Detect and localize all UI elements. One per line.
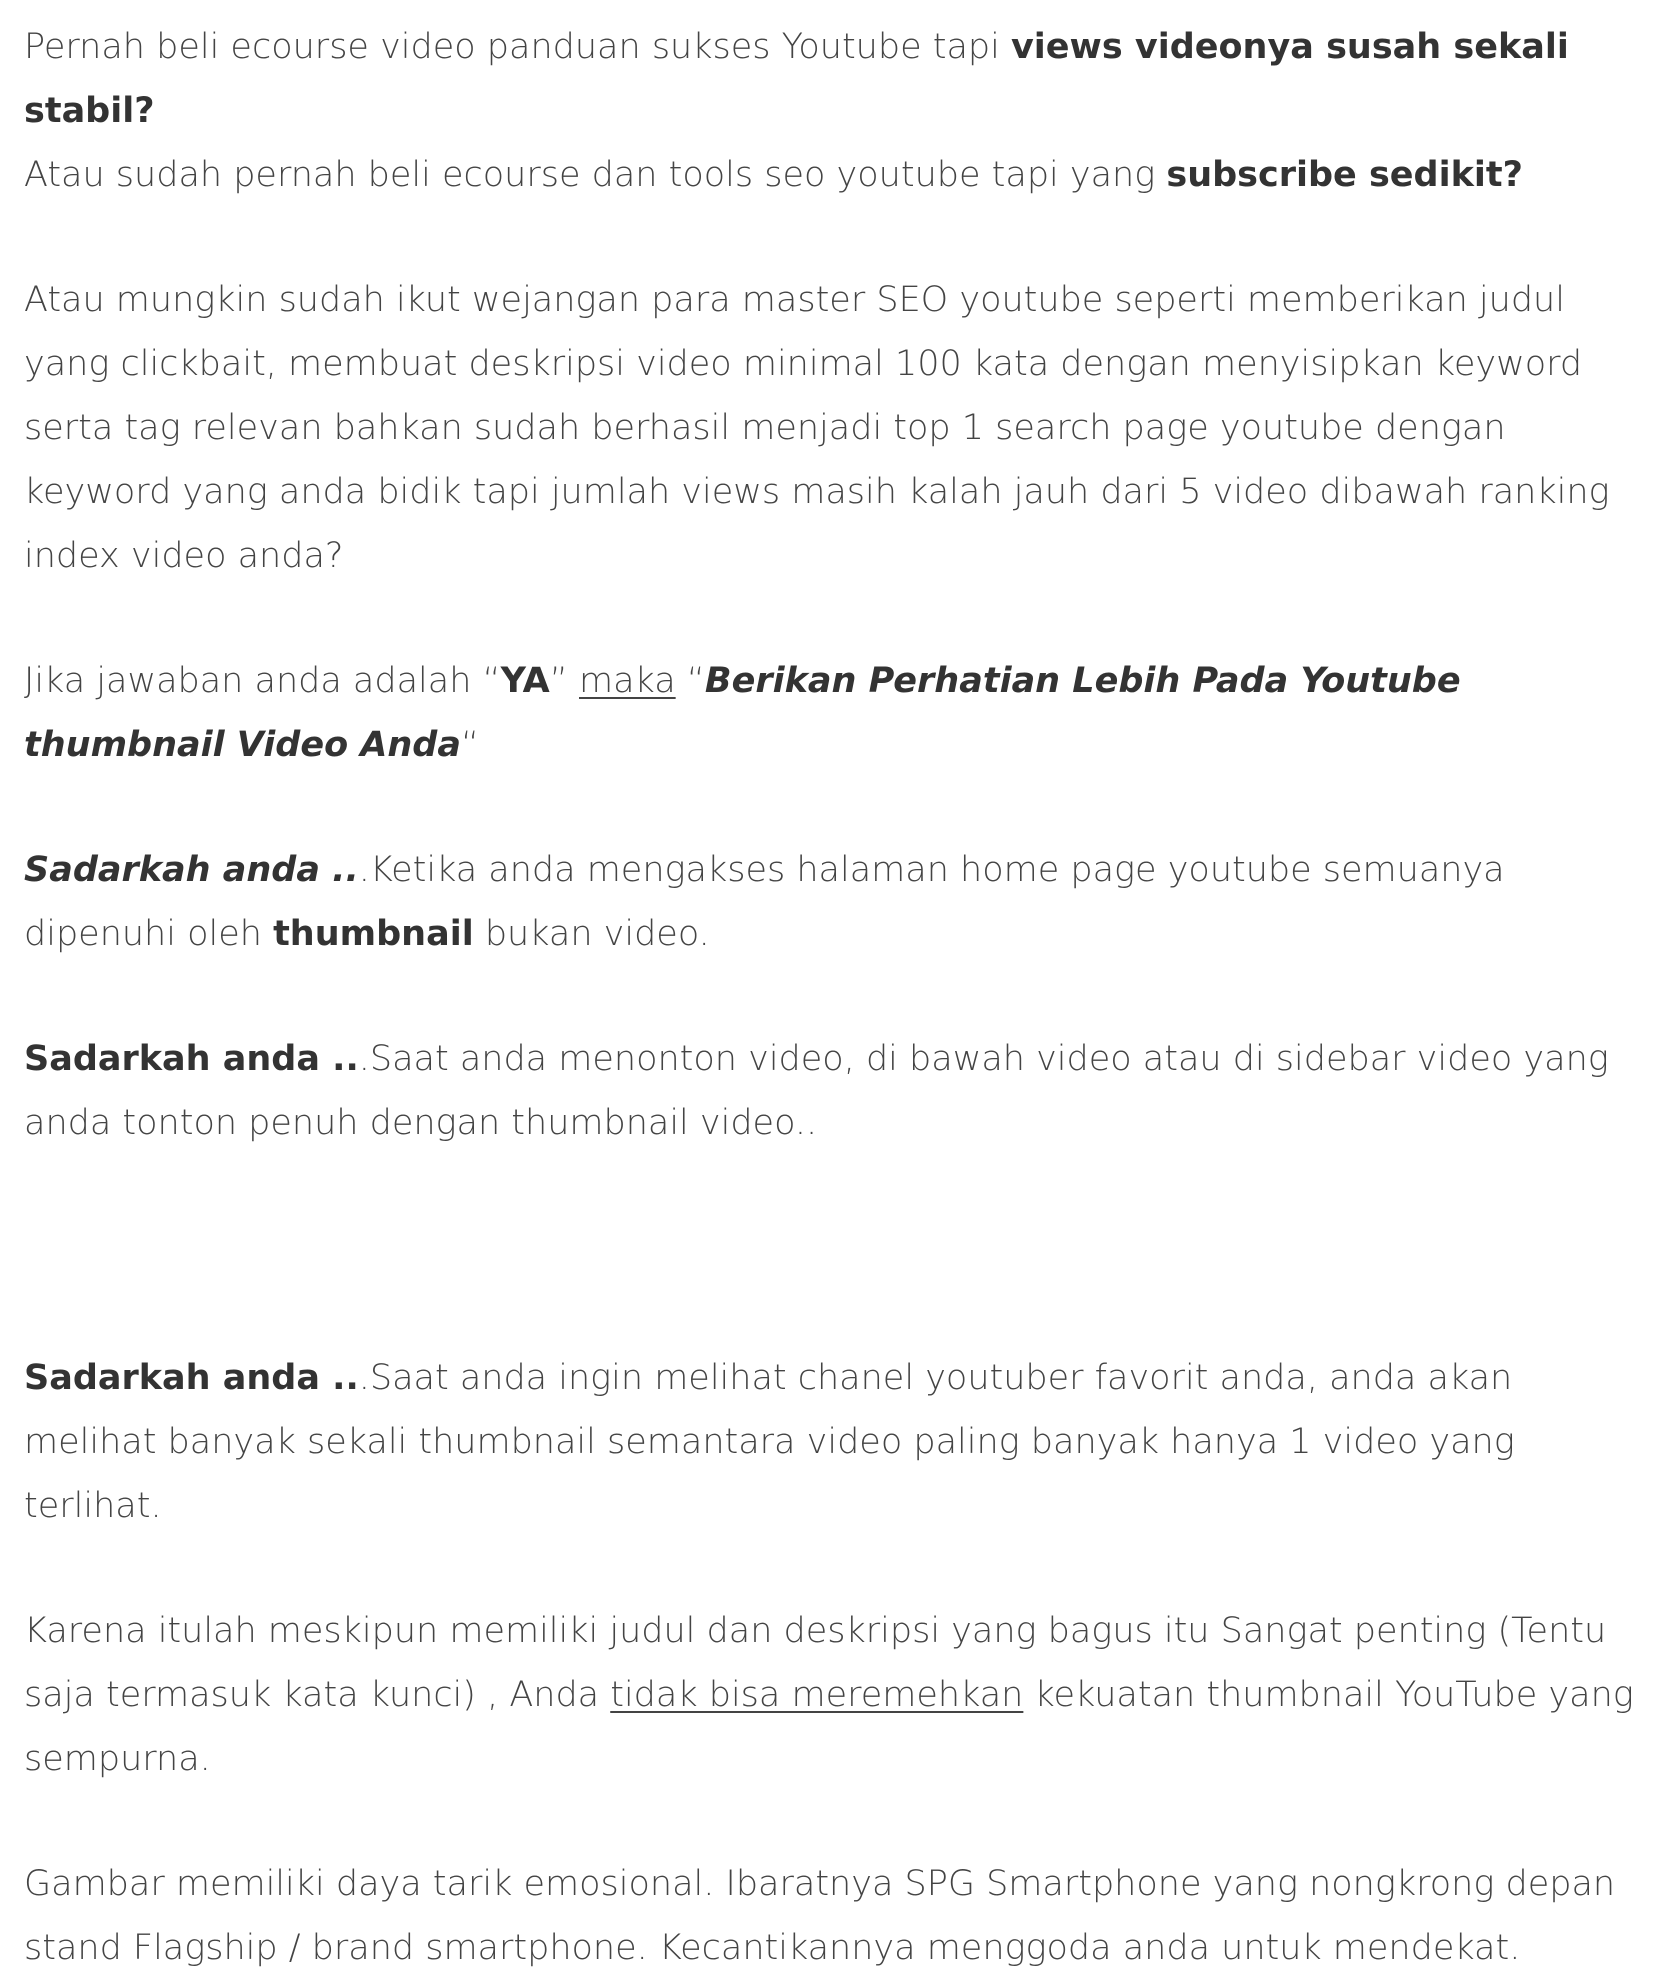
paragraph-2 <box>24 268 1654 588</box>
paragraph-spacer <box>24 588 1654 649</box>
text: kekuatan thumbnail YouTube yang sempurna. <box>24 1675 1634 1779</box>
paragraph-7 <box>24 1599 1654 1791</box>
paragraph-8 <box>24 1852 1654 1980</box>
paragraph-spacer <box>24 966 1654 1027</box>
paragraph-5 <box>24 1027 1654 1155</box>
maka-link[interactable]: maka <box>579 661 676 701</box>
paragraph-3 <box>24 649 1654 777</box>
text: .Saat anda ingin melihat chanel youtuber favorit anda, anda akan melihat banyak sekali thumbnail semantara video paling banyak hanya 1 video yang terlihat. <box>24 1358 1515 1526</box>
text: Gambar memiliki daya tarik emosional. Ibaratnya SPG Smartphone yang nongkrong depan stand Flagship / brand smartphone. Kecantikannya menggoda anda untuk mendekat. <box>24 1864 1616 1968</box>
paragraph-spacer <box>24 1155 1654 1346</box>
text: “ <box>675 661 705 701</box>
text: “ <box>460 725 480 765</box>
text: Atau mungkin sudah ikut wejangan para master SEO youtube seperti memberikan judul yang clickbait, membuat deskripsi video minimal 100 kata dengan menyisipkan keyword serta tag relevan bahkan sudah berhasil menjadi top 1 search page youtube dengan keyword yang anda bidik tapi jumlah views masih kalah jauh dari 5 video dibawah ranking index video anda? <box>24 280 1610 576</box>
bold-italic-text: Sadarkah anda .. <box>24 850 359 890</box>
text: bukan video. <box>473 914 710 954</box>
text: Atau sudah pernah beli ecourse dan tools seo youtube tapi yang <box>24 155 1167 195</box>
text: ” <box>549 661 579 701</box>
text: Jika jawaban anda adalah “ <box>24 661 501 701</box>
bold-text: views videonya susah sekali stabil? <box>24 27 1569 131</box>
bold-italic-text: Berikan Perhatian Lebih Pada Youtube thumbnail Video Anda <box>24 661 1461 765</box>
bold-text: subscribe sedikit? <box>1166 155 1523 195</box>
bold-text: thumbnail <box>273 914 474 954</box>
bold-text: YA <box>500 661 550 701</box>
text: Karena itulah meskipun memiliki judul dan deskripsi yang bagus itu Sangat penting (Tentu saja termasuk kata kunci) , Anda <box>24 1611 1607 1715</box>
paragraph-6 <box>24 1346 1654 1538</box>
text: .Ketika anda mengakses halaman home page youtube semuanya dipenuhi oleh <box>24 850 1505 954</box>
tidak-bisa-meremehkan-link[interactable]: tidak bisa meremehkan <box>610 1675 1024 1715</box>
paragraph-spacer <box>24 1538 1654 1599</box>
text: .Saat anda menonton video, di bawah video atau di sidebar video yang anda tonton penuh dengan thumbnail video.. <box>24 1039 1609 1143</box>
bold-text: Sadarkah anda .. <box>24 1039 359 1079</box>
text: Pernah beli ecourse video panduan sukses Youtube tapi <box>24 27 1011 67</box>
paragraph-spacer <box>24 777 1654 838</box>
bold-text: Sadarkah anda .. <box>24 1358 359 1398</box>
paragraph-spacer <box>24 207 1654 268</box>
paragraph-spacer <box>24 1791 1654 1852</box>
paragraph-4 <box>24 838 1654 966</box>
paragraph-1 <box>24 15 1654 207</box>
